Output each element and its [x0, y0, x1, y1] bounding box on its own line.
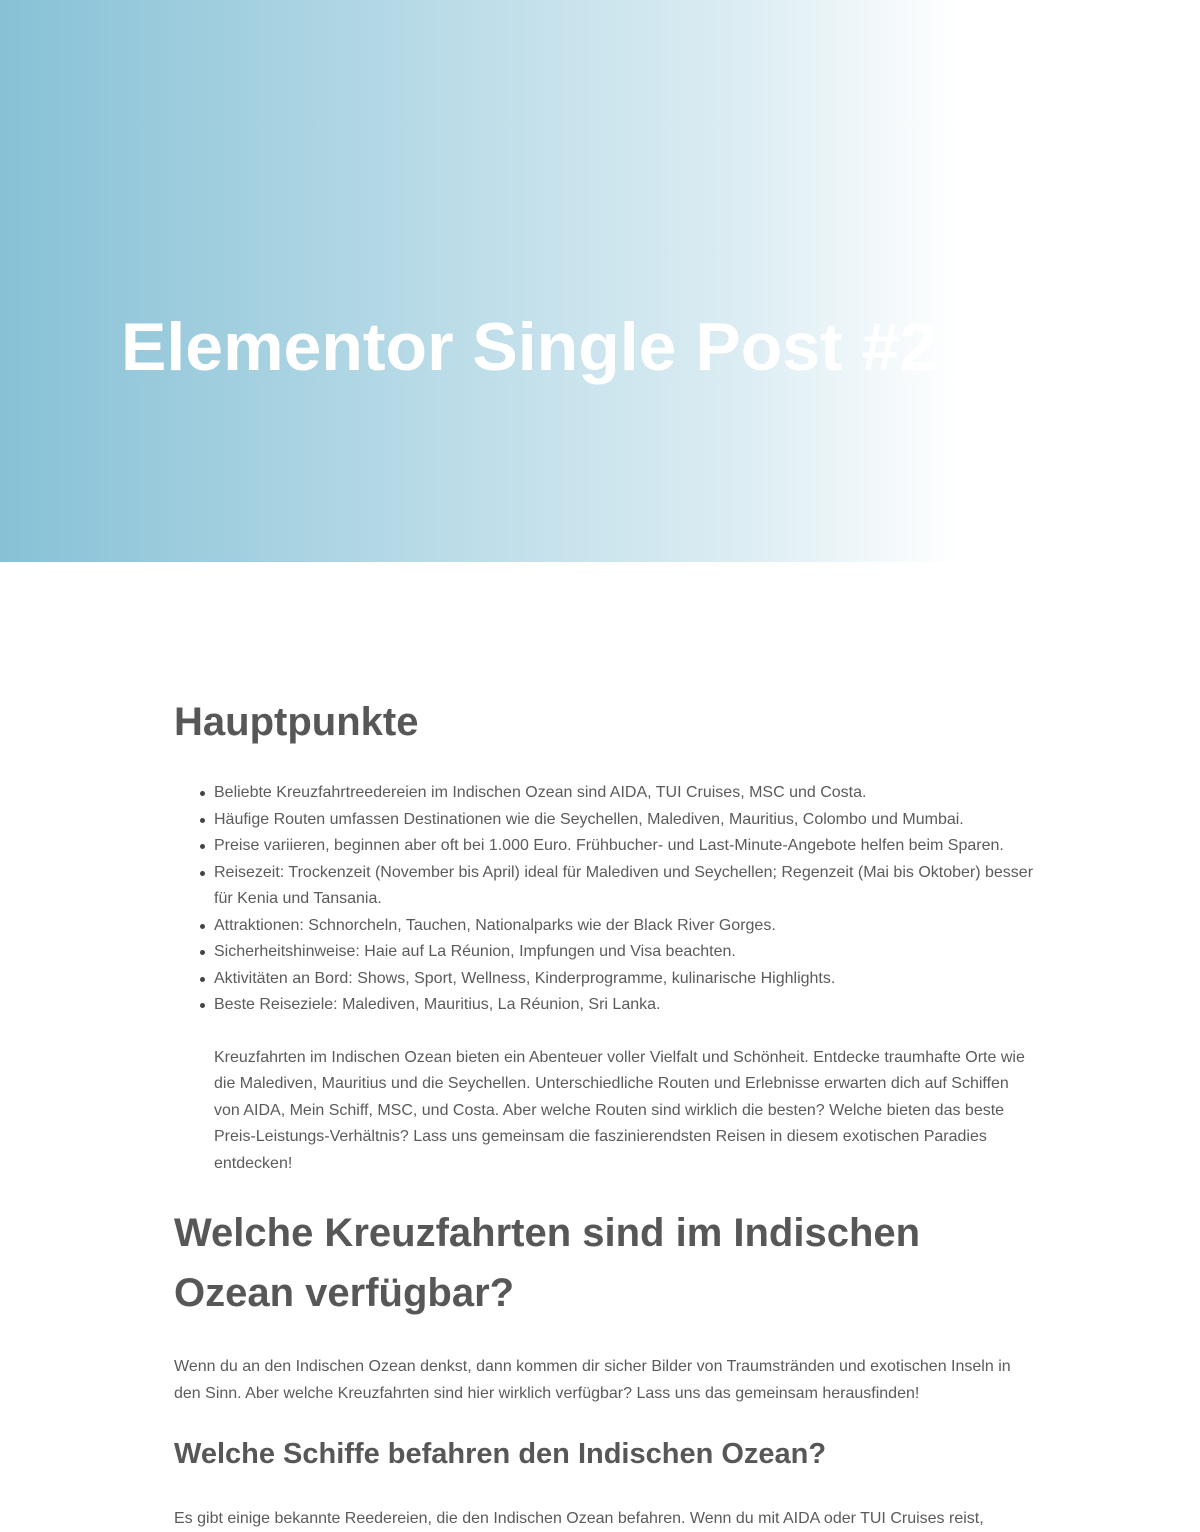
section-heading: Welche Kreuzfahrten sind im Indischen Ozean verfügbar?	[174, 1211, 921, 1315]
list-item: Aktivitäten an Bord: Shows, Sport, Wellness, Kinderprogramme, kulinarische Highlights.	[200, 966, 1034, 993]
list-item: Häufige Routen umfassen Destinationen wie die Seychellen, Malediven, Mauritius, Colombo und Mumbai.	[200, 807, 1034, 834]
hero-banner	[0, 0, 1200, 562]
sub-paragraph: Es gibt einige bekannte Reedereien, die den Indischen Ozean befahren. Wenn du mit AIDA oder TUI Cruises reist,	[174, 1510, 984, 1527]
list-item: Attraktionen: Schnorcheln, Tauchen, Nationalparks wie der Black River Gorges.	[200, 913, 1034, 940]
section-paragraph: Wenn du an den Indischen Ozean denkst, dann kommen dir sicher Bilder von Traumstränden und exotischen Inseln in den Sinn. Aber welche Kreuzfahrten sind hier wirklich verfügbar? Lass uns das gemeinsam herausfinden!	[174, 1358, 1011, 1402]
post-title: Elementor Single Post #2	[121, 309, 938, 385]
article-content	[174, 690, 1034, 1532]
sub-heading: Welche Schiffe befahren den Indischen Ozean?	[174, 1438, 827, 1470]
list-item: Reisezeit: Trockenzeit (November bis April) ideal für Malediven und Seychellen; Regenzeit (Mai bis Oktober) besser für Kenia und Tansania.	[200, 860, 1034, 913]
list-item: Preise variieren, beginnen aber oft bei 1.000 Euro. Frühbucher- und Last-Minute-Angebote helfen beim Sparen.	[200, 833, 1034, 860]
highlights-list	[174, 780, 1034, 1019]
list-item: Beliebte Kreuzfahrtreedereien im Indischen Ozean sind AIDA, TUI Cruises, MSC und Costa.	[200, 780, 1034, 807]
highlights-heading: Hauptpunkte	[174, 700, 419, 744]
intro-paragraph: Kreuzfahrten im Indischen Ozean bieten ein Abenteuer voller Vielfalt und Schönheit. Entdecke traumhafte Orte wie die Malediven, Mauritius und die Seychellen. Unterschiedliche Routen und Erlebnisse erwarten dich auf Schiffen von AIDA, Mein Schiff, MSC, und Costa. Aber welche Routen sind wirklich die besten? Welche bieten das beste Preis-Leistungs-Verhältnis? Lass uns gemeinsam die faszinierendsten Reisen in diesem exotischen Paradies entdecken!	[214, 1048, 1025, 1172]
list-item: Sicherheitshinweise: Haie auf La Réunion, Impfungen und Visa beachten.	[200, 939, 1034, 966]
list-item: Beste Reiseziele: Malediven, Mauritius, La Réunion, Sri Lanka.	[200, 992, 1034, 1019]
